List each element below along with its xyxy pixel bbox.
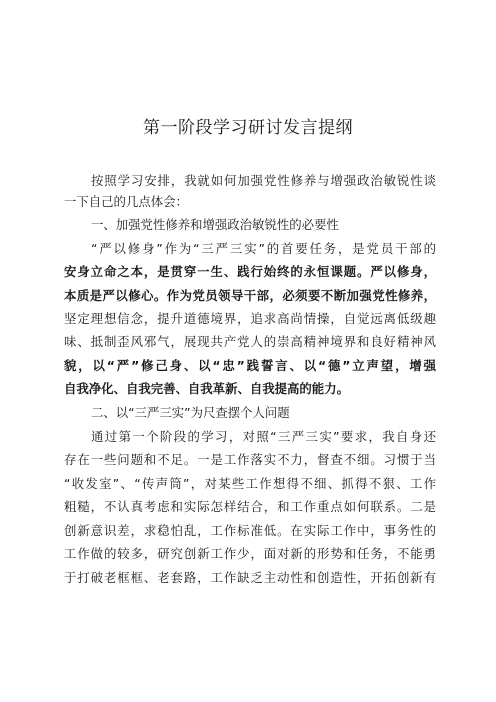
paragraph-line: 按照学习安排，我就如何加强党性修养与增强政治敏锐性谈 — [91, 173, 436, 188]
paragraph-line: 一下自己的几点体会： — [64, 194, 188, 209]
paragraph-line: 于打破老框框、老套路，工作缺乏主动性和创造性，开拓创新有 — [64, 570, 436, 585]
paragraph-line: “收发室”、“传声筒”，对某些工作想得不细、抓得不狠、工作 — [64, 476, 436, 491]
section-heading: 二、以“三严三实”为尺查摆个人问题 — [91, 405, 290, 420]
paragraph-line: 本质是严以修心。作为党员领导干部，必须要不断加强党性修养， — [64, 288, 436, 303]
paragraph-line: 创新意识差，求稳怕乱，工作标准低。在实际工作中，事务性的 — [64, 523, 436, 538]
paragraph-line: 坚定理想信念，提升道德境界，追求高尚情操，自觉远离低级趣 — [64, 311, 436, 326]
paragraph-line: 味、抵制歪风邪气，展现共产党人的崇高精神境界和良好精神风 — [64, 334, 436, 349]
paragraph-line: 自我净化、自我完善、自我革新、自我提高的能力。 — [64, 381, 349, 396]
paragraph-line: 通过第一个阶段的学习，对照“三严三实”要求，我自身还 — [91, 429, 436, 444]
paragraph-line: 安身立命之本，是贯穿一生、践行始终的永恒课题。严以修身， — [64, 264, 436, 279]
section-heading: 一、加强党性修养和增强政治敏锐性的必要性 — [91, 217, 339, 232]
paragraph-line: “严以修身”作为“三严三实”的首要任务，是党员干部的 — [91, 241, 436, 256]
paragraph-line: 工作做的较多，研究创新工作少，面对新的形势和任务，不能勇 — [64, 546, 436, 561]
document-title: 第一阶段学习研讨发言提纲 — [143, 118, 353, 138]
paragraph-line: 粗糙，不认真考虑和实际怎样结合，和工作重点如何联系。二是 — [64, 499, 436, 514]
paragraph-line: 存在一些问题和不足。一是工作落实不力，督查不细。习惯于当 — [64, 452, 436, 467]
paragraph-line: 貌，以“严”修己身、以“忠”践誓言、以“德”立声望，增强 — [64, 358, 436, 373]
